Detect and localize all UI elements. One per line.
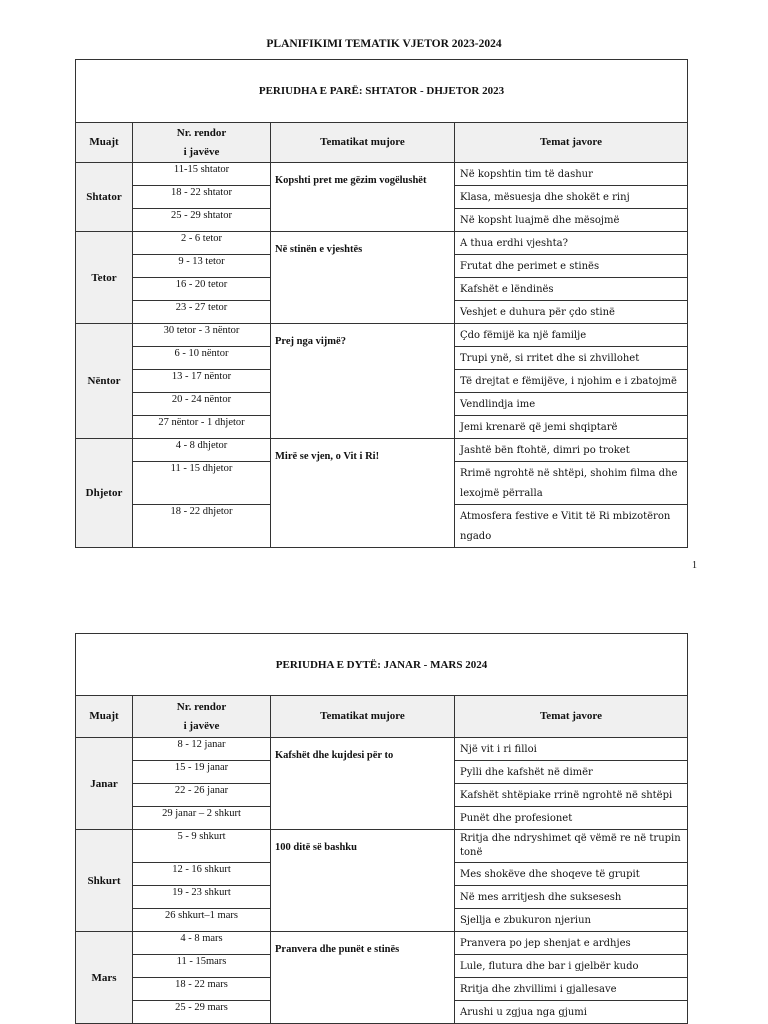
month-cell: Janar <box>76 738 133 830</box>
weekly-theme-cell: Të drejtat e fëmijëve, i njohim e i zbatojmë <box>455 370 688 393</box>
table-header-row <box>76 696 688 738</box>
week-cell: 29 janar – 2 shkurt <box>133 807 271 830</box>
header-temat: Temat javore <box>455 696 688 738</box>
weekly-theme-cell: Trupi ynë, si rritet dhe si zhvillohet <box>455 347 688 370</box>
header-tematikat: Tematikat mujore <box>271 123 455 163</box>
period-title: PERIUDHA E PARË: SHTATOR - DHJETOR 2023 <box>76 60 688 123</box>
weekly-theme-cell: Në kopsht luajmë dhe mësojmë <box>455 209 688 232</box>
monthly-topic-cell: Prej nga vijmë? <box>271 324 455 439</box>
monthly-topic-cell: Në stinën e vjeshtës <box>271 232 455 324</box>
header-tematikat: Tematikat mujore <box>271 696 455 738</box>
weekly-theme-cell: A thua erdhi vjeshta? <box>455 232 688 255</box>
header-temat: Temat javore <box>455 123 688 163</box>
period-2-table <box>75 633 688 1018</box>
weekly-theme-cell: Vendlindja ime <box>455 393 688 416</box>
weekly-theme-cell: Rritja dhe zhvillimi i gjallesave <box>455 978 688 1001</box>
table-row <box>76 830 688 863</box>
weekly-theme-cell: Jashtë bën ftohtë, dimri po troket <box>455 439 688 462</box>
week-cell: 11-15 shtator <box>133 163 271 186</box>
week-cell: 18 - 22 mars <box>133 978 271 1001</box>
week-cell: 12 - 16 shkurt <box>133 863 271 886</box>
week-cell: 11 - 15 dhjetor <box>133 462 271 505</box>
table-row <box>76 232 688 255</box>
week-cell: 18 - 22 shtator <box>133 186 271 209</box>
week-cell: 18 - 22 dhjetor <box>133 505 271 548</box>
month-cell: Shtator <box>76 163 133 232</box>
week-cell: 22 - 26 janar <box>133 784 271 807</box>
week-cell: 8 - 12 janar <box>133 738 271 761</box>
header-nr-rendor: Nr. rendor i javëve <box>133 123 271 163</box>
weekly-theme-cell: Pranvera po jep shenjat e ardhjes <box>455 932 688 955</box>
table-row <box>76 932 688 955</box>
week-cell: 6 - 10 nëntor <box>133 347 271 370</box>
weekly-theme-cell: Sjellja e zbukuron njeriun <box>455 909 688 932</box>
weekly-theme-cell: Në kopshtin tim të dashur <box>455 163 688 186</box>
monthly-topic-cell: Mirë se vjen, o Vit i Ri! <box>271 439 455 548</box>
week-cell: 11 - 15mars <box>133 955 271 978</box>
header-muajt: Muajt <box>76 696 133 738</box>
week-cell: 13 - 17 nëntor <box>133 370 271 393</box>
week-cell: 25 - 29 mars <box>133 1001 271 1024</box>
weekly-theme-cell: Kafshët e lëndinës <box>455 278 688 301</box>
monthly-topic-cell: Kafshët dhe kujdesi për to <box>271 738 455 830</box>
document-title: PLANIFIKIMI TEMATIK VJETOR 2023-2024 <box>266 38 502 50</box>
weekly-theme-cell: Rrimë ngrohtë në shtëpi, shohim filma dhe lexojmë përralla <box>455 462 688 505</box>
period-title: PERIUDHA E DYTË: JANAR - MARS 2024 <box>76 634 688 696</box>
week-cell: 25 - 29 shtator <box>133 209 271 232</box>
period-1-table <box>75 59 688 542</box>
table-row <box>76 439 688 462</box>
weekly-theme-cell: Veshjet e duhura për çdo stinë <box>455 301 688 324</box>
week-cell: 30 tetor - 3 nëntor <box>133 324 271 347</box>
week-cell: 20 - 24 nëntor <box>133 393 271 416</box>
week-cell: 19 - 23 shkurt <box>133 886 271 909</box>
week-cell: 27 nëntor - 1 dhjetor <box>133 416 271 439</box>
weekly-theme-cell: Një vit i ri filloi <box>455 738 688 761</box>
weekly-theme-cell: Arushi u zgjua nga gjumi <box>455 1001 688 1024</box>
week-cell: 4 - 8 dhjetor <box>133 439 271 462</box>
weekly-theme-cell: Punët dhe profesionet <box>455 807 688 830</box>
week-cell: 2 - 6 tetor <box>133 232 271 255</box>
weekly-theme-cell: Jemi krenarë që jemi shqiptarë <box>455 416 688 439</box>
weekly-theme-cell: Frutat dhe perimet e stinës <box>455 255 688 278</box>
weekly-theme-cell: Rritja dhe ndryshimet që vëmë re në trupin tonë <box>455 830 688 863</box>
month-cell: Mars <box>76 932 133 1024</box>
weekly-theme-cell: Çdo fëmijë ka një familje <box>455 324 688 347</box>
week-cell: 23 - 27 tetor <box>133 301 271 324</box>
monthly-topic-cell: Kopshti pret me gëzim vogëlushët <box>271 163 455 232</box>
page-number: 1 <box>692 560 697 571</box>
week-cell: 26 shkurt–1 mars <box>133 909 271 932</box>
weekly-theme-cell: Në mes arritjesh dhe suksesesh <box>455 886 688 909</box>
header-nr-rendor: Nr. rendor i javëve <box>133 696 271 738</box>
monthly-topic-cell: 100 ditë së bashku <box>271 830 455 932</box>
table-row <box>76 163 688 186</box>
weekly-theme-cell: Kafshët shtëpiake rrinë ngrohtë në shtëpi <box>455 784 688 807</box>
monthly-topic-cell: Pranvera dhe punët e stinës <box>271 932 455 1024</box>
week-cell: 16 - 20 tetor <box>133 278 271 301</box>
week-cell: 15 - 19 janar <box>133 761 271 784</box>
weekly-theme-cell: Klasa, mësuesja dhe shokët e rinj <box>455 186 688 209</box>
month-cell: Tetor <box>76 232 133 324</box>
week-cell: 4 - 8 mars <box>133 932 271 955</box>
weekly-theme-cell: Mes shokëve dhe shoqeve të grupit <box>455 863 688 886</box>
weekly-theme-cell: Pylli dhe kafshët në dimër <box>455 761 688 784</box>
table-header-row <box>76 123 688 163</box>
header-muajt: Muajt <box>76 123 133 163</box>
week-cell: 9 - 13 tetor <box>133 255 271 278</box>
month-cell: Shkurt <box>76 830 133 932</box>
month-cell: Dhjetor <box>76 439 133 548</box>
table-row <box>76 324 688 347</box>
month-cell: Nëntor <box>76 324 133 439</box>
table-row <box>76 738 688 761</box>
week-cell: 5 - 9 shkurt <box>133 830 271 863</box>
weekly-theme-cell: Atmosfera festive e Vitit të Ri mbizotëron ngado <box>455 505 688 548</box>
weekly-theme-cell: Lule, flutura dhe bar i gjelbër kudo <box>455 955 688 978</box>
